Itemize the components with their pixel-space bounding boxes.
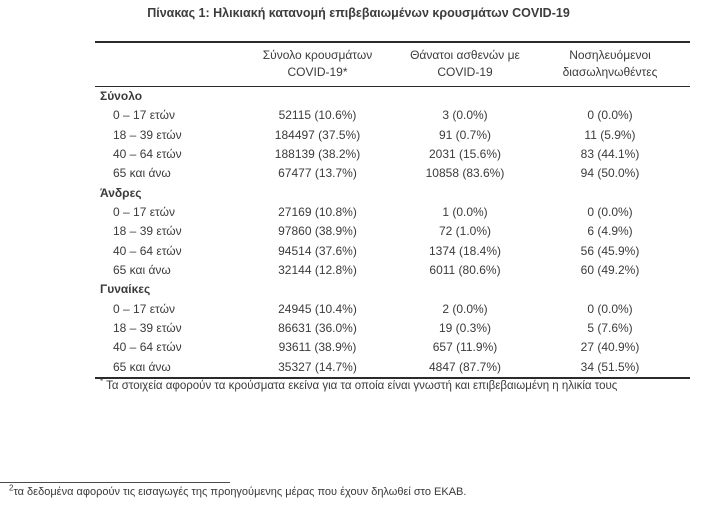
table-header-row: [95, 42, 690, 87]
section-row-men: [95, 184, 690, 203]
section-label: Άνδρες: [100, 185, 142, 200]
table-row: [95, 319, 690, 338]
column-header-total-cases: [235, 42, 400, 87]
age-group-label: 65 και άνω: [95, 358, 235, 378]
table-row: [95, 222, 690, 241]
age-group-label: 0 – 17 ετών: [113, 301, 175, 316]
intubated-value: 83 (44.1%): [580, 146, 640, 161]
deaths-value: 2031 (15.6%): [428, 146, 502, 161]
column-header-line: COVID-19: [437, 65, 493, 79]
column-header-line: Σύνολο κρουσμάτων: [262, 48, 373, 62]
table-row: [95, 300, 690, 319]
column-header-deaths: [400, 42, 530, 87]
deaths-value: 6011 (80.6%): [429, 262, 501, 277]
deaths-value: 2 (0.0%): [442, 301, 488, 316]
section-row-women: [95, 280, 690, 299]
intubated-value: 56 (45.9%): [580, 243, 640, 258]
intubated-value: 0 (0.0%): [587, 108, 633, 123]
column-header-line: διασωληνωθέντες: [562, 65, 658, 79]
deaths-value: 657 (11.9%): [432, 340, 498, 355]
age-group-label: 18 – 39 ετών: [113, 224, 182, 239]
table-row: [95, 145, 690, 164]
page-footnote-marker: 2: [9, 483, 14, 493]
deaths-value: 3 (0.0%): [442, 108, 488, 123]
section-label: Σύνολο: [100, 89, 143, 103]
deaths-value: 4847 (87.7%): [400, 358, 530, 378]
age-group-label: 0 – 17 ετών: [113, 204, 175, 219]
intubated-value: 0 (0.0%): [587, 301, 633, 316]
section-label: Γυναίκες: [100, 282, 151, 297]
age-group-label: 40 – 64 ετών: [113, 146, 182, 161]
table-row: [95, 126, 690, 145]
cases-value: 93611 (38.9%): [278, 340, 357, 355]
table-row: [95, 106, 690, 125]
deaths-value: 10858 (83.6%): [425, 166, 505, 181]
table-row: [95, 203, 690, 222]
cases-value: 94514 (37.6%): [278, 243, 357, 258]
deaths-value: 19 (0.3%): [438, 320, 492, 335]
section-row-total: [95, 87, 690, 107]
intubated-value: 34 (51.5%): [530, 358, 690, 378]
page-footnote-text: τα δεδομένα αφορούν τις εισαγωγές της προηγούμενης μέρας που έχουν δηλωθεί στο ΕΚΑΒ.: [13, 486, 467, 498]
intubated-value: 0 (0.0%): [587, 204, 633, 219]
age-group-label: 18 – 39 ετών: [113, 127, 182, 142]
age-group-label: 40 – 64 ετών: [113, 340, 182, 355]
cases-value: 52115 (10.6%): [278, 108, 357, 123]
table-row: [95, 242, 690, 261]
table-title: Πίνακας 1: Ηλικιακή κατανομή επιβεβαιωμένων κρουσμάτων COVID-19: [147, 6, 570, 20]
cases-value: 67477 (13.7%): [278, 166, 357, 181]
deaths-value: 72 (1.0%): [438, 224, 492, 239]
deaths-value: 1374 (18.4%): [428, 243, 502, 258]
age-group-label: 0 – 17 ετών: [113, 108, 175, 123]
cases-value: 24945 (10.4%): [278, 301, 357, 316]
covid-age-distribution-table: [95, 41, 690, 379]
table-footnote-marker: *: [100, 377, 104, 387]
cases-value: 35327 (14.7%): [235, 358, 400, 378]
footnote-divider: [0, 482, 230, 483]
age-group-label: 18 – 39 ετών: [113, 320, 182, 335]
intubated-value: 6 (4.9%): [587, 224, 633, 239]
age-group-label: 65 και άνω: [113, 262, 171, 277]
table-footnote-text: Τα στοιχεία αφορούν τα κρούσματα εκείνα για τα οποία είναι γνωστή και επιβεβαιωμένη η ηλικία τους: [106, 380, 618, 392]
column-header-intubated: [530, 42, 690, 87]
intubated-value: 27 (40.9%): [580, 340, 640, 355]
age-group-label: 65 και άνω: [113, 166, 171, 181]
table-row: [95, 164, 690, 183]
column-header-line: COVID-19*: [287, 65, 348, 79]
intubated-value: 5 (7.6%): [587, 320, 633, 335]
column-header-empty: [95, 42, 235, 87]
table-row: [95, 261, 690, 280]
cases-value: 188139 (38.2%): [274, 146, 361, 161]
age-group-label: 40 – 64 ετών: [113, 243, 182, 258]
cases-value: 32144 (12.8%): [278, 262, 357, 277]
intubated-value: 94 (50.0%): [580, 166, 640, 181]
column-header-line: Θάνατοι ασθενών με: [410, 48, 520, 62]
table-row: [95, 338, 690, 357]
deaths-value: 1 (0.0%): [442, 204, 488, 219]
deaths-value: 91 (0.7%): [438, 127, 492, 142]
cases-value: 97860 (38.9%): [278, 224, 357, 239]
cases-value: 27169 (10.8%): [278, 204, 357, 219]
column-header-line: Νοσηλευόμενοι: [569, 48, 651, 62]
table-footnote: [100, 379, 690, 394]
cases-value: 184497 (37.5%): [274, 127, 361, 142]
intubated-value: 11 (5.9%): [584, 127, 636, 142]
cases-value: 86631 (36.0%): [278, 320, 357, 335]
intubated-value: 60 (49.2%): [580, 262, 640, 277]
table-row: [95, 358, 690, 378]
page-footnote: [9, 485, 709, 500]
